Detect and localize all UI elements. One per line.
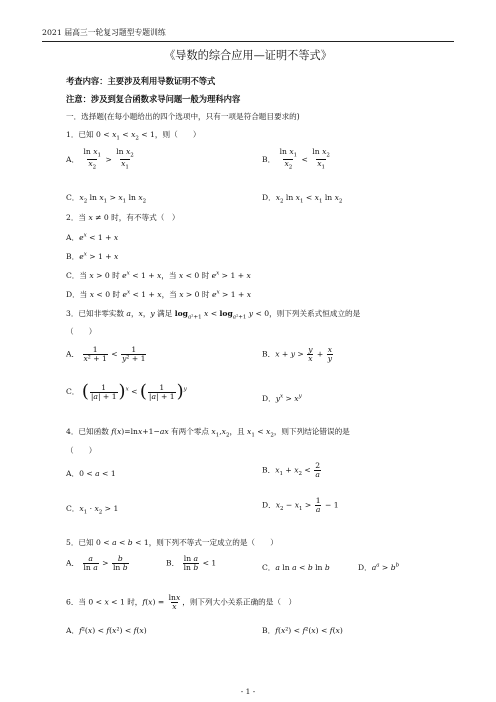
q3-option-d: D．$y^x > x^y$ [262,393,302,403]
q3-option-c: C． ( $\frac{1}{|a| + 1}$ )$^x$ < ( $\frac{1}{|a| + 1}$ )$^y$ [66,381,187,402]
q4-option-b: B．$x_1 + x_2$ < $\frac{2}{a}$ [262,461,321,479]
q3-stem: 3．已知非零实数 a，x，y 满足 $\log_{a^2+1} x < \log_{a^2+1} y < 0$，则下列关系式恒成立的是 [66,309,361,321]
q2-option-c: C．当 x > 0 时 $e^x < 1 + x$，当 x < 0 时 $e^x > 1 + x$ [66,270,251,280]
header-rule [42,41,454,42]
q1-option-b: B． $\frac{\ln x_1}{x_2}$ < $\frac{\ln x_2}{x_1}$ [262,147,330,171]
q4-option-c: C．$x_1 \cdot x_2 > 1$ [66,504,119,516]
q4-option-a: A．0 < a < 1 [66,469,116,478]
q1-option-c: C．$x_2$ $\ln x_1 > x_1$ $\ln x_2$ [66,193,147,205]
q3-paren: （ ） [66,327,97,336]
q5-option-c: C．a ln a < b ln b [262,563,330,572]
q4-option-d: D．$x_2 - x_1$ > $\frac{1}{a}$ − 1 [262,496,339,514]
q6-option-b: B．f(x²) < f²(x) < f(x) [262,626,343,635]
q2-stem: 2．当 x ≠ 0 时，有不等式（ ） [66,213,180,222]
running-header: 2021 届高三一轮复习题型专题训练 [42,28,166,37]
q5-option-b: B． $\frac{\text{ln a}}{\text{ln b}}$ < 1 [166,554,217,572]
content-label: 考查内容：主要涉及利用导数证明不等式 [66,76,216,86]
q3-option-b: B．x + y > $\frac{y}{x}$ + $\frac{x}{y}$ [262,345,332,363]
document-title: 《导数的综合应用—证明不等式》 [164,49,332,62]
q2-option-d: D．当 x < 0 时 $e^x < 1 + x$，当 x > 0 时 $e^x > 1 + x$ [66,289,252,299]
page-number: - 1 - [240,687,256,696]
q6-stem: 6．当 0 < x < 1 时，f(x) = $\frac{\ln x}{x}$ ，则下列大小关系正确的是（ ） [66,593,297,611]
q2-option-b: B．$e^x > 1 + x$ [66,251,119,261]
q2-option-a: A．$e^x < 1 + x$ [66,232,119,242]
q5-option-d: D．$a^a > b^b$ [358,562,400,572]
q5-stem: 5．已知 0 < a < b < 1，则下列不等式一定成立的是（ ） [66,538,278,547]
q4-paren: （ ） [66,446,97,455]
q1-option-a: A． $\frac{\ln x_1}{x_2}$ > $\frac{\ln x_2}{x_1}$ [66,147,134,171]
q1-option-d: D．$x_2$ $\ln x_1 < x_1$ $\ln x_2$ [262,193,343,205]
section-heading: 一．选择题(在每小题给出的四个选项中，只有一项是符合题目要求的) [66,112,300,121]
q6-option-a: A．f²(x) < f(x²) < f(x) [66,626,147,635]
q1-stem: 1．已知 $0 < x_1 < x_2 < 1$，则（ ） [66,130,201,142]
q5-option-a: A． $\frac{a}{\text{ln a}}$ > $\frac{b}{\text{ln b}}$ [66,554,128,572]
q3-option-a: A． $\frac{1}{\text{x² + 1}}$ < $\frac{1}{\text{y² + 1}}$ [66,345,146,363]
note-label: 注意：涉及到复合函数求导问题一般为理科内容 [66,94,241,104]
q4-stem: 4．已知函数 f(x)=lnx+1−ax 有两个零点 $x_1,x_2$，且 $x_1 < x_2$，则下列结论错误的是 [66,427,350,439]
